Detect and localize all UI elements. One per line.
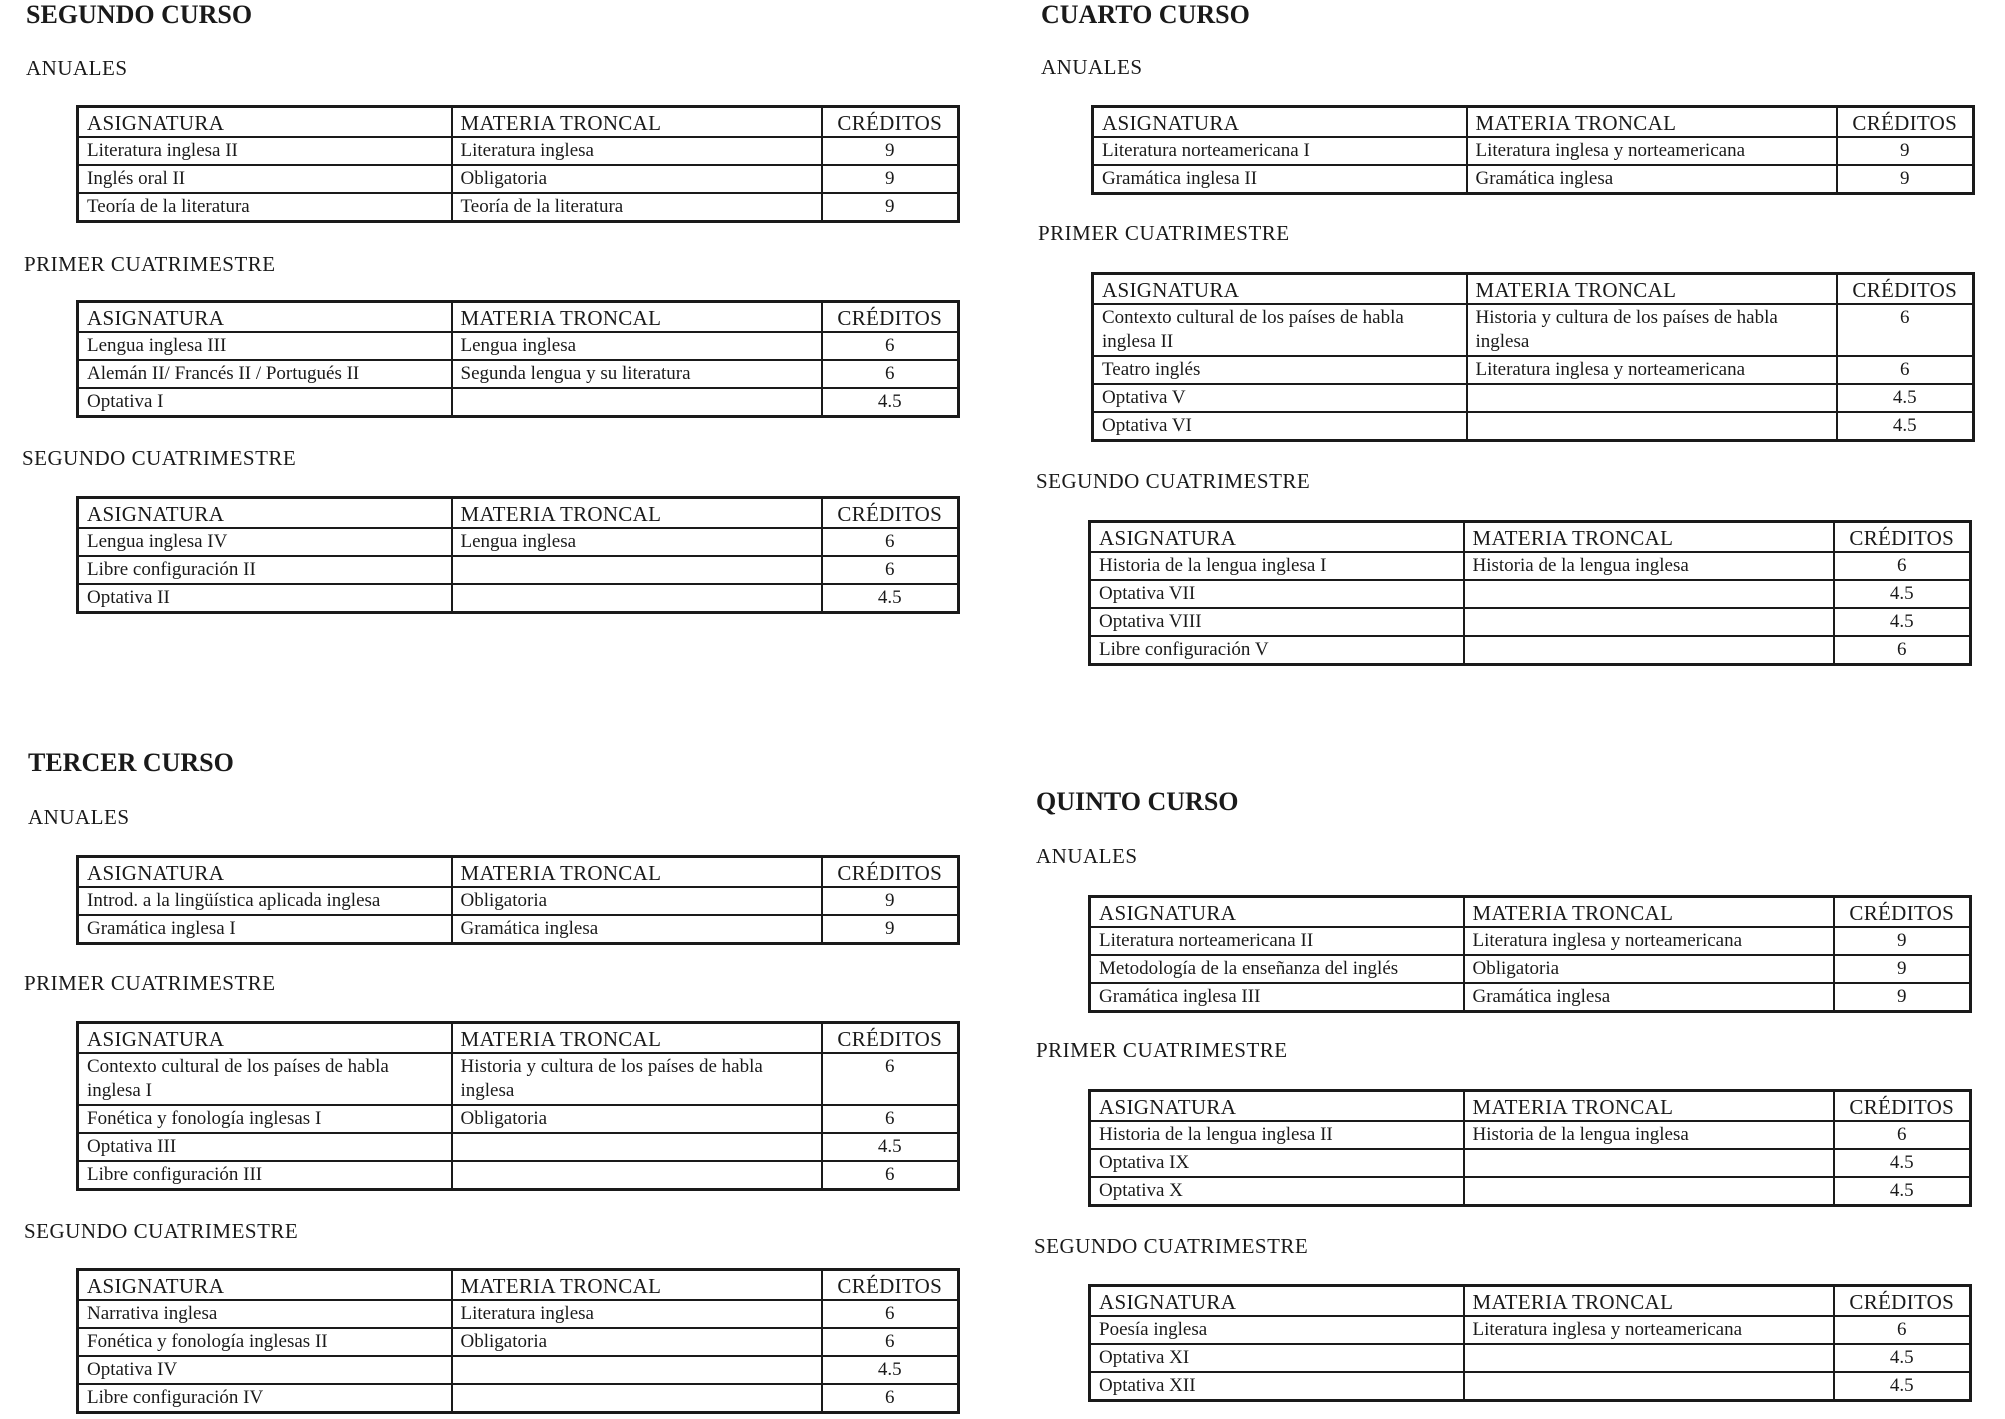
- section-label-segundo-cuatrimestre: SEGUNDO CUATRIMESTRE: [1034, 1234, 1309, 1258]
- materia-troncal-cell: Teoría de la literatura: [452, 193, 822, 222]
- materia-troncal-cell: Gramática inglesa: [1467, 165, 1837, 194]
- creditos-cell: 6: [1834, 1121, 1971, 1149]
- course-title-tercero: TERCER CURSO: [28, 748, 234, 777]
- header-asignatura: ASIGNATURA: [78, 498, 452, 529]
- course-title-cuarto: CUARTO CURSO: [1041, 0, 1250, 29]
- asignatura-cell: Literatura inglesa II: [78, 137, 452, 165]
- section-label-primer-cuatrimestre: PRIMER CUATRIMESTRE: [24, 971, 276, 995]
- header-materia-troncal: MATERIA TRONCAL: [452, 1023, 822, 1054]
- table-row: [78, 528, 959, 556]
- table-row: [78, 1053, 959, 1105]
- materia-troncal-cell: [1464, 636, 1834, 665]
- creditos-cell: 9: [1837, 165, 1974, 194]
- section-label-segundo-cuatrimestre: SEGUNDO CUATRIMESTRE: [24, 1219, 299, 1243]
- materia-troncal-cell: Historia y cultura de los países de habla inglesa: [1467, 304, 1837, 356]
- asignatura-cell: Metodología de la enseñanza del inglés: [1090, 955, 1464, 983]
- table-row: [1093, 165, 1974, 194]
- header-asignatura: ASIGNATURA: [78, 1270, 452, 1301]
- creditos-cell: 9: [822, 165, 959, 193]
- table-row: [1093, 412, 1974, 441]
- creditos-cell: 4.5: [822, 1356, 959, 1384]
- creditos-cell: 9: [822, 137, 959, 165]
- creditos-cell: 6: [822, 1384, 959, 1413]
- course-title-segundo: SEGUNDO CURSO: [26, 0, 253, 29]
- materia-troncal-cell: Segunda lengua y su literatura: [452, 360, 822, 388]
- header-asignatura: ASIGNATURA: [1090, 1286, 1464, 1317]
- table-row: [1090, 552, 1971, 580]
- header-creditos: CRÉDITOS: [822, 498, 959, 529]
- subject-table: [76, 855, 960, 945]
- creditos-cell: 6: [1837, 356, 1974, 384]
- asignatura-cell: Optativa I: [78, 388, 452, 417]
- asignatura-cell: Optativa XI: [1090, 1344, 1464, 1372]
- table-row: [1090, 1149, 1971, 1177]
- course-title-quinto: QUINTO CURSO: [1036, 787, 1239, 816]
- table-row: [1093, 356, 1974, 384]
- creditos-cell: 4.5: [1837, 412, 1974, 441]
- table-row: [78, 1384, 959, 1413]
- creditos-cell: 9: [822, 887, 959, 915]
- table-header-row: [1090, 522, 1971, 553]
- creditos-cell: 9: [822, 915, 959, 944]
- asignatura-cell: Narrativa inglesa: [78, 1300, 452, 1328]
- table-row: [78, 137, 959, 165]
- materia-troncal-cell: [452, 388, 822, 417]
- materia-troncal-cell: Historia y cultura de los países de habla inglesa: [452, 1053, 822, 1105]
- creditos-cell: 6: [1834, 636, 1971, 665]
- asignatura-cell: Optativa VII: [1090, 580, 1464, 608]
- header-creditos: CRÉDITOS: [1834, 1091, 1971, 1122]
- materia-troncal-cell: Literatura inglesa y norteamericana: [1467, 137, 1837, 165]
- creditos-cell: 6: [822, 556, 959, 584]
- creditos-cell: 9: [1834, 955, 1971, 983]
- header-creditos: CRÉDITOS: [1837, 107, 1974, 138]
- materia-troncal-cell: Literatura inglesa y norteamericana: [1464, 927, 1834, 955]
- table-row: [78, 1133, 959, 1161]
- header-creditos: CRÉDITOS: [1834, 1286, 1971, 1317]
- section-label-primer-cuatrimestre: PRIMER CUATRIMESTRE: [1036, 1038, 1288, 1062]
- table-header-row: [78, 1023, 959, 1054]
- materia-troncal-cell: Historia de la lengua inglesa: [1464, 552, 1834, 580]
- creditos-cell: 4.5: [1834, 608, 1971, 636]
- asignatura-cell: Lengua inglesa III: [78, 332, 452, 360]
- section-label-segundo-cuatrimestre: SEGUNDO CUATRIMESTRE: [1036, 469, 1311, 493]
- materia-troncal-cell: Gramática inglesa: [1464, 983, 1834, 1012]
- section-label-segundo-cuatrimestre: SEGUNDO CUATRIMESTRE: [22, 446, 297, 470]
- asignatura-cell: Libre configuración II: [78, 556, 452, 584]
- header-asignatura: ASIGNATURA: [78, 857, 452, 888]
- header-asignatura: ASIGNATURA: [1090, 897, 1464, 928]
- header-materia-troncal: MATERIA TRONCAL: [452, 302, 822, 333]
- creditos-cell: 4.5: [822, 584, 959, 613]
- creditos-cell: 4.5: [1834, 1149, 1971, 1177]
- subject-table: [76, 300, 960, 418]
- header-asignatura: ASIGNATURA: [78, 107, 452, 138]
- header-materia-troncal: MATERIA TRONCAL: [1467, 274, 1837, 305]
- creditos-cell: 4.5: [822, 388, 959, 417]
- creditos-cell: 6: [1837, 304, 1974, 356]
- header-materia-troncal: MATERIA TRONCAL: [452, 107, 822, 138]
- header-materia-troncal: MATERIA TRONCAL: [452, 1270, 822, 1301]
- asignatura-cell: Optativa V: [1093, 384, 1467, 412]
- asignatura-cell: Gramática inglesa III: [1090, 983, 1464, 1012]
- creditos-cell: 6: [822, 360, 959, 388]
- table-header-row: [1093, 107, 1974, 138]
- header-creditos: CRÉDITOS: [1837, 274, 1974, 305]
- creditos-cell: 6: [822, 1328, 959, 1356]
- table-row: [1090, 955, 1971, 983]
- header-materia-troncal: MATERIA TRONCAL: [1467, 107, 1837, 138]
- materia-troncal-cell: Obligatoria: [452, 1105, 822, 1133]
- header-creditos: CRÉDITOS: [1834, 522, 1971, 553]
- table-row: [78, 556, 959, 584]
- table-row: [1093, 384, 1974, 412]
- asignatura-cell: Introd. a la lingüística aplicada inglesa: [78, 887, 452, 915]
- table-row: [1090, 1372, 1971, 1401]
- section-label-anuales: ANUALES: [26, 56, 128, 80]
- creditos-cell: 4.5: [1834, 1177, 1971, 1206]
- materia-troncal-cell: [452, 556, 822, 584]
- asignatura-cell: Gramática inglesa I: [78, 915, 452, 944]
- subject-table: [76, 1021, 960, 1191]
- table-header-row: [1090, 1286, 1971, 1317]
- asignatura-cell: Optativa IV: [78, 1356, 452, 1384]
- creditos-cell: 9: [1837, 137, 1974, 165]
- creditos-cell: 6: [822, 528, 959, 556]
- materia-troncal-cell: [1464, 1372, 1834, 1401]
- section-label-anuales: ANUALES: [28, 805, 130, 829]
- creditos-cell: 4.5: [1834, 1372, 1971, 1401]
- table-row: [1090, 608, 1971, 636]
- table-header-row: [1093, 274, 1974, 305]
- asignatura-cell: Libre configuración V: [1090, 636, 1464, 665]
- asignatura-cell: Contexto cultural de los países de habla inglesa I: [78, 1053, 452, 1105]
- materia-troncal-cell: Literatura inglesa y norteamericana: [1467, 356, 1837, 384]
- subject-table: [76, 105, 960, 223]
- materia-troncal-cell: Lengua inglesa: [452, 332, 822, 360]
- asignatura-cell: Literatura norteamericana I: [1093, 137, 1467, 165]
- asignatura-cell: Optativa II: [78, 584, 452, 613]
- creditos-cell: 4.5: [1834, 1344, 1971, 1372]
- header-materia-troncal: MATERIA TRONCAL: [452, 857, 822, 888]
- table-header-row: [78, 857, 959, 888]
- table-header-row: [78, 1270, 959, 1301]
- asignatura-cell: Fonética y fonología inglesas II: [78, 1328, 452, 1356]
- header-creditos: CRÉDITOS: [822, 107, 959, 138]
- table-row: [78, 193, 959, 222]
- creditos-cell: 9: [822, 193, 959, 222]
- subject-table: [76, 1268, 960, 1414]
- asignatura-cell: Libre configuración III: [78, 1161, 452, 1190]
- materia-troncal-cell: Literatura inglesa y norteamericana: [1464, 1316, 1834, 1344]
- asignatura-cell: Historia de la lengua inglesa II: [1090, 1121, 1464, 1149]
- asignatura-cell: Poesía inglesa: [1090, 1316, 1464, 1344]
- asignatura-cell: Optativa VI: [1093, 412, 1467, 441]
- materia-troncal-cell: [1464, 1344, 1834, 1372]
- materia-troncal-cell: [452, 1384, 822, 1413]
- asignatura-cell: Fonética y fonología inglesas I: [78, 1105, 452, 1133]
- materia-troncal-cell: Literatura inglesa: [452, 1300, 822, 1328]
- table-row: [78, 584, 959, 613]
- materia-troncal-cell: Lengua inglesa: [452, 528, 822, 556]
- creditos-cell: 6: [822, 1300, 959, 1328]
- asignatura-cell: Alemán II/ Francés II / Portugués II: [78, 360, 452, 388]
- asignatura-cell: Lengua inglesa IV: [78, 528, 452, 556]
- asignatura-cell: Optativa X: [1090, 1177, 1464, 1206]
- table-row: [78, 1356, 959, 1384]
- asignatura-cell: Gramática inglesa II: [1093, 165, 1467, 194]
- materia-troncal-cell: [1464, 608, 1834, 636]
- asignatura-cell: Optativa XII: [1090, 1372, 1464, 1401]
- section-label-anuales: ANUALES: [1041, 55, 1143, 79]
- creditos-cell: 9: [1834, 927, 1971, 955]
- materia-troncal-cell: Obligatoria: [452, 165, 822, 193]
- table-row: [78, 1300, 959, 1328]
- table-row: [1090, 580, 1971, 608]
- section-label-primer-cuatrimestre: PRIMER CUATRIMESTRE: [24, 252, 276, 276]
- section-label-anuales: ANUALES: [1036, 844, 1138, 868]
- asignatura-cell: Optativa VIII: [1090, 608, 1464, 636]
- table-row: [1090, 983, 1971, 1012]
- asignatura-cell: Teatro inglés: [1093, 356, 1467, 384]
- header-materia-troncal: MATERIA TRONCAL: [1464, 522, 1834, 553]
- table-row: [1090, 1177, 1971, 1206]
- asignatura-cell: Optativa IX: [1090, 1149, 1464, 1177]
- creditos-cell: 4.5: [1834, 580, 1971, 608]
- subject-table: [1091, 272, 1975, 442]
- subject-table: [1088, 895, 1972, 1013]
- asignatura-cell: Libre configuración IV: [78, 1384, 452, 1413]
- creditos-cell: 4.5: [822, 1133, 959, 1161]
- table-row: [78, 1105, 959, 1133]
- subject-table: [1088, 520, 1972, 666]
- table-header-row: [78, 302, 959, 333]
- materia-troncal-cell: Historia de la lengua inglesa: [1464, 1121, 1834, 1149]
- subject-table: [1091, 105, 1975, 195]
- creditos-cell: 6: [1834, 552, 1971, 580]
- table-row: [78, 1161, 959, 1190]
- materia-troncal-cell: Obligatoria: [452, 887, 822, 915]
- header-creditos: CRÉDITOS: [822, 857, 959, 888]
- subject-table: [76, 496, 960, 614]
- creditos-cell: 6: [822, 1053, 959, 1105]
- table-row: [1090, 1344, 1971, 1372]
- table-row: [78, 360, 959, 388]
- subject-table: [1088, 1089, 1972, 1207]
- header-asignatura: ASIGNATURA: [1090, 1091, 1464, 1122]
- header-materia-troncal: MATERIA TRONCAL: [1464, 1091, 1834, 1122]
- header-creditos: CRÉDITOS: [1834, 897, 1971, 928]
- table-header-row: [78, 107, 959, 138]
- subject-table: [1088, 1284, 1972, 1402]
- materia-troncal-cell: [1467, 384, 1837, 412]
- header-creditos: CRÉDITOS: [822, 1023, 959, 1054]
- asignatura-cell: Historia de la lengua inglesa I: [1090, 552, 1464, 580]
- asignatura-cell: Optativa III: [78, 1133, 452, 1161]
- header-creditos: CRÉDITOS: [822, 302, 959, 333]
- header-asignatura: ASIGNATURA: [1090, 522, 1464, 553]
- creditos-cell: 9: [1834, 983, 1971, 1012]
- table-header-row: [78, 498, 959, 529]
- creditos-cell: 6: [822, 1105, 959, 1133]
- materia-troncal-cell: [452, 1133, 822, 1161]
- creditos-cell: 4.5: [1837, 384, 1974, 412]
- table-row: [1090, 927, 1971, 955]
- table-row: [1093, 137, 1974, 165]
- header-creditos: CRÉDITOS: [822, 1270, 959, 1301]
- table-row: [78, 165, 959, 193]
- table-row: [78, 388, 959, 417]
- header-asignatura: ASIGNATURA: [78, 1023, 452, 1054]
- materia-troncal-cell: Gramática inglesa: [452, 915, 822, 944]
- header-materia-troncal: MATERIA TRONCAL: [1464, 897, 1834, 928]
- materia-troncal-cell: [452, 584, 822, 613]
- table-row: [78, 332, 959, 360]
- header-materia-troncal: MATERIA TRONCAL: [452, 498, 822, 529]
- table-row: [1093, 304, 1974, 356]
- table-row: [1090, 636, 1971, 665]
- materia-troncal-cell: Obligatoria: [1464, 955, 1834, 983]
- header-asignatura: ASIGNATURA: [1093, 107, 1467, 138]
- table-row: [1090, 1121, 1971, 1149]
- table-row: [1090, 1316, 1971, 1344]
- table-row: [78, 887, 959, 915]
- table-header-row: [1090, 1091, 1971, 1122]
- materia-troncal-cell: [1464, 580, 1834, 608]
- materia-troncal-cell: [452, 1161, 822, 1190]
- table-row: [78, 1328, 959, 1356]
- asignatura-cell: Teoría de la literatura: [78, 193, 452, 222]
- creditos-cell: 6: [822, 332, 959, 360]
- materia-troncal-cell: [1464, 1177, 1834, 1206]
- materia-troncal-cell: Literatura inglesa: [452, 137, 822, 165]
- materia-troncal-cell: [452, 1356, 822, 1384]
- asignatura-cell: Contexto cultural de los países de habla inglesa II: [1093, 304, 1467, 356]
- materia-troncal-cell: [1467, 412, 1837, 441]
- header-materia-troncal: MATERIA TRONCAL: [1464, 1286, 1834, 1317]
- header-asignatura: ASIGNATURA: [78, 302, 452, 333]
- asignatura-cell: Inglés oral II: [78, 165, 452, 193]
- table-row: [78, 915, 959, 944]
- table-header-row: [1090, 897, 1971, 928]
- materia-troncal-cell: [1464, 1149, 1834, 1177]
- asignatura-cell: Literatura norteamericana II: [1090, 927, 1464, 955]
- creditos-cell: 6: [1834, 1316, 1971, 1344]
- creditos-cell: 6: [822, 1161, 959, 1190]
- header-asignatura: ASIGNATURA: [1093, 274, 1467, 305]
- section-label-primer-cuatrimestre: PRIMER CUATRIMESTRE: [1038, 221, 1290, 245]
- materia-troncal-cell: Obligatoria: [452, 1328, 822, 1356]
